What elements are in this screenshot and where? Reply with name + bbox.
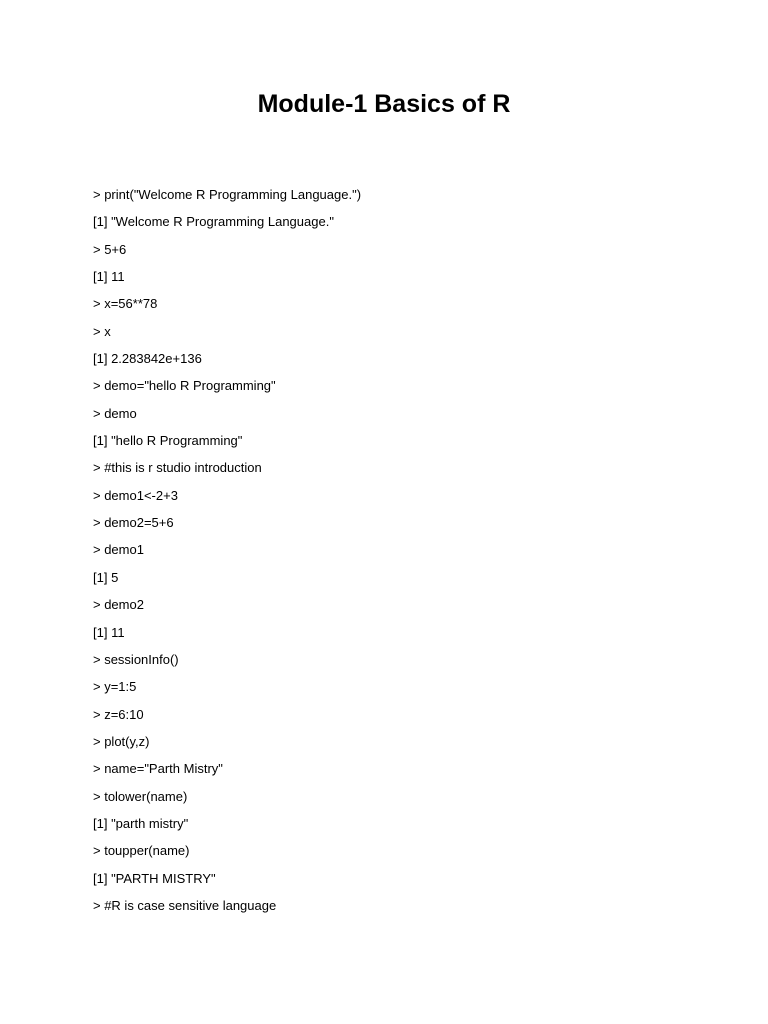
console-line: > demo2 — [93, 597, 144, 613]
console-line: > demo1<-2+3 — [93, 487, 178, 503]
console-line: > toupper(name) — [93, 843, 190, 859]
console-line: > x — [93, 323, 111, 339]
console-line: [1] 5 — [93, 569, 119, 585]
console-line: > #this is r studio introduction — [93, 460, 262, 476]
console-line: > demo2=5+6 — [93, 515, 174, 531]
console-line: > plot(y,z) — [93, 733, 150, 749]
console-line: [1] 2.283842e+136 — [93, 351, 202, 367]
console-line: [1] "Welcome R Programming Language." — [93, 214, 334, 230]
page-title: Module-1 Basics of R — [257, 90, 511, 118]
r-console-transcript — [93, 184, 713, 922]
console-line: > #R is case sensitive language — [93, 897, 277, 913]
console-line: > demo1 — [93, 542, 144, 558]
console-line: [1] "hello R Programming" — [93, 433, 243, 449]
console-line: > z=6:10 — [93, 706, 144, 722]
console-line: > 5+6 — [93, 241, 127, 257]
console-line: [1] 11 — [93, 269, 125, 285]
console-line: [1] "parth mistry" — [93, 815, 189, 831]
console-line: [1] 11 — [93, 624, 125, 640]
console-line: > demo — [93, 405, 137, 421]
console-line: [1] "PARTH MISTRY" — [93, 870, 216, 886]
console-line: > sessionInfo() — [93, 651, 179, 667]
console-line: > x=56**78 — [93, 296, 158, 312]
console-line: > name="Parth Mistry" — [93, 761, 223, 777]
console-line: > print("Welcome R Programming Language.") — [93, 187, 362, 202]
console-line: > demo="hello R Programming" — [93, 378, 276, 394]
console-line: > y=1:5 — [93, 679, 137, 695]
console-line: > tolower(name) — [93, 788, 188, 804]
